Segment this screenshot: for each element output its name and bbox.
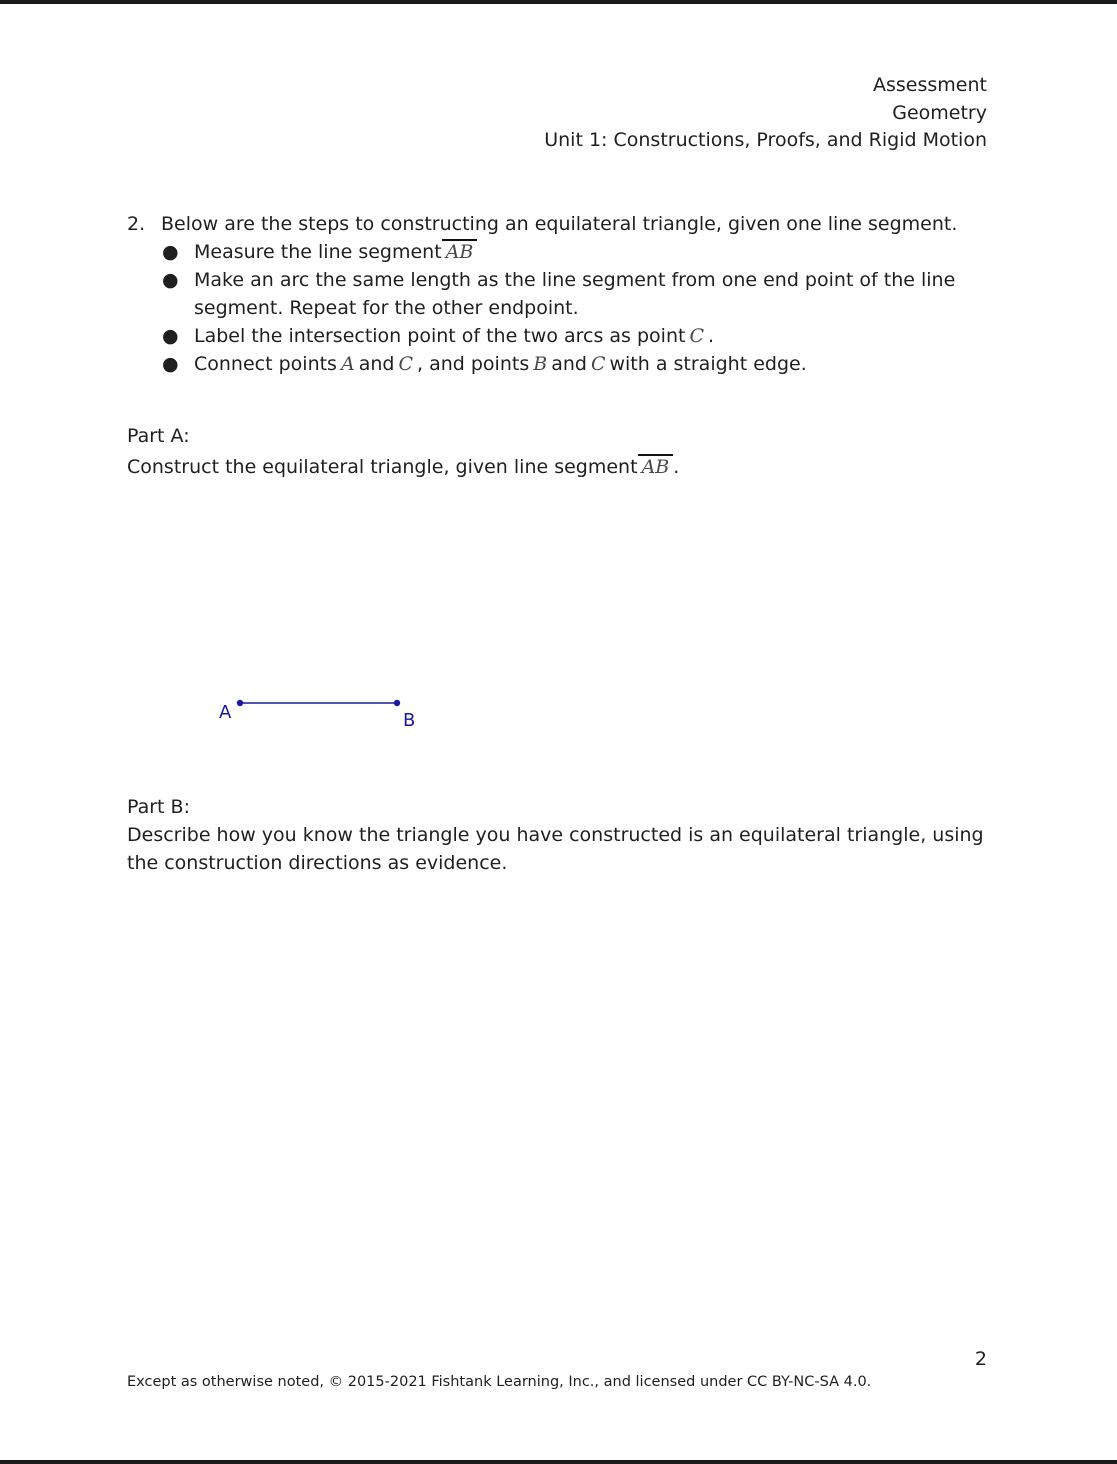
point-b: B xyxy=(533,353,548,375)
point-b-dot xyxy=(394,700,400,706)
step-text: with a straight edge. xyxy=(609,353,807,375)
part-a-label: Part A: xyxy=(127,425,190,447)
part-a-end: . xyxy=(673,456,680,478)
page-number: 2 xyxy=(974,1348,987,1370)
point-b-label: B xyxy=(403,710,416,731)
segment-ab: AB xyxy=(442,239,478,263)
steps-list xyxy=(127,238,987,378)
step-text: and xyxy=(358,353,395,375)
segment-ab: AB xyxy=(638,454,674,478)
part-a-text: Construct the equilateral triangle, given line segment xyxy=(127,456,638,478)
question-text: Below are the steps to constructing an equilateral triangle, given one line segment. xyxy=(161,213,958,235)
document-header xyxy=(544,72,987,155)
point-c: C xyxy=(590,353,606,375)
step-text: , and points xyxy=(417,353,530,375)
part-b-label: Part B: xyxy=(127,796,190,818)
step-text: Measure the line segment xyxy=(194,241,442,263)
question-number: 2. xyxy=(127,213,146,235)
header-unit: Unit 1: Constructions, Proofs, and Rigid Motion xyxy=(544,129,987,151)
top-border xyxy=(0,0,1117,4)
header-type: Assessment xyxy=(873,74,987,96)
bullet-icon: ● xyxy=(162,269,179,291)
step-text: Label the intersection point of the two arcs as point xyxy=(194,325,686,347)
list-item xyxy=(127,350,987,378)
list-item xyxy=(127,322,987,350)
step-end: . xyxy=(708,325,715,347)
line-segment-figure xyxy=(210,690,430,740)
point-a-label: A xyxy=(219,702,232,723)
step-text: and xyxy=(551,353,587,375)
part-a-prompt xyxy=(127,453,987,481)
point-c: C xyxy=(398,353,413,375)
list-item xyxy=(127,238,987,266)
point-a: A xyxy=(340,353,355,375)
point-c: C xyxy=(689,325,704,347)
footer-license: Except as otherwise noted, © 2015-2021 Fishtank Learning, Inc., and licensed under CC BY-NC-SA 4.0. xyxy=(127,1374,872,1390)
part-b-prompt: Describe how you know the triangle you have constructed is an equilateral triangle, using the construction directions as evidence. xyxy=(127,824,984,874)
bottom-border xyxy=(0,1460,1117,1464)
header-subject: Geometry xyxy=(892,101,987,124)
bullet-icon: ● xyxy=(162,241,179,263)
point-a-dot xyxy=(237,700,243,706)
list-item xyxy=(127,266,987,322)
step-text: Connect points xyxy=(194,353,337,375)
bullet-icon: ● xyxy=(162,325,179,347)
step-text: Make an arc the same length as the line segment from one end point of the line segment. Repeat for the other endpoint. xyxy=(194,269,956,319)
bullet-icon: ● xyxy=(162,353,179,375)
